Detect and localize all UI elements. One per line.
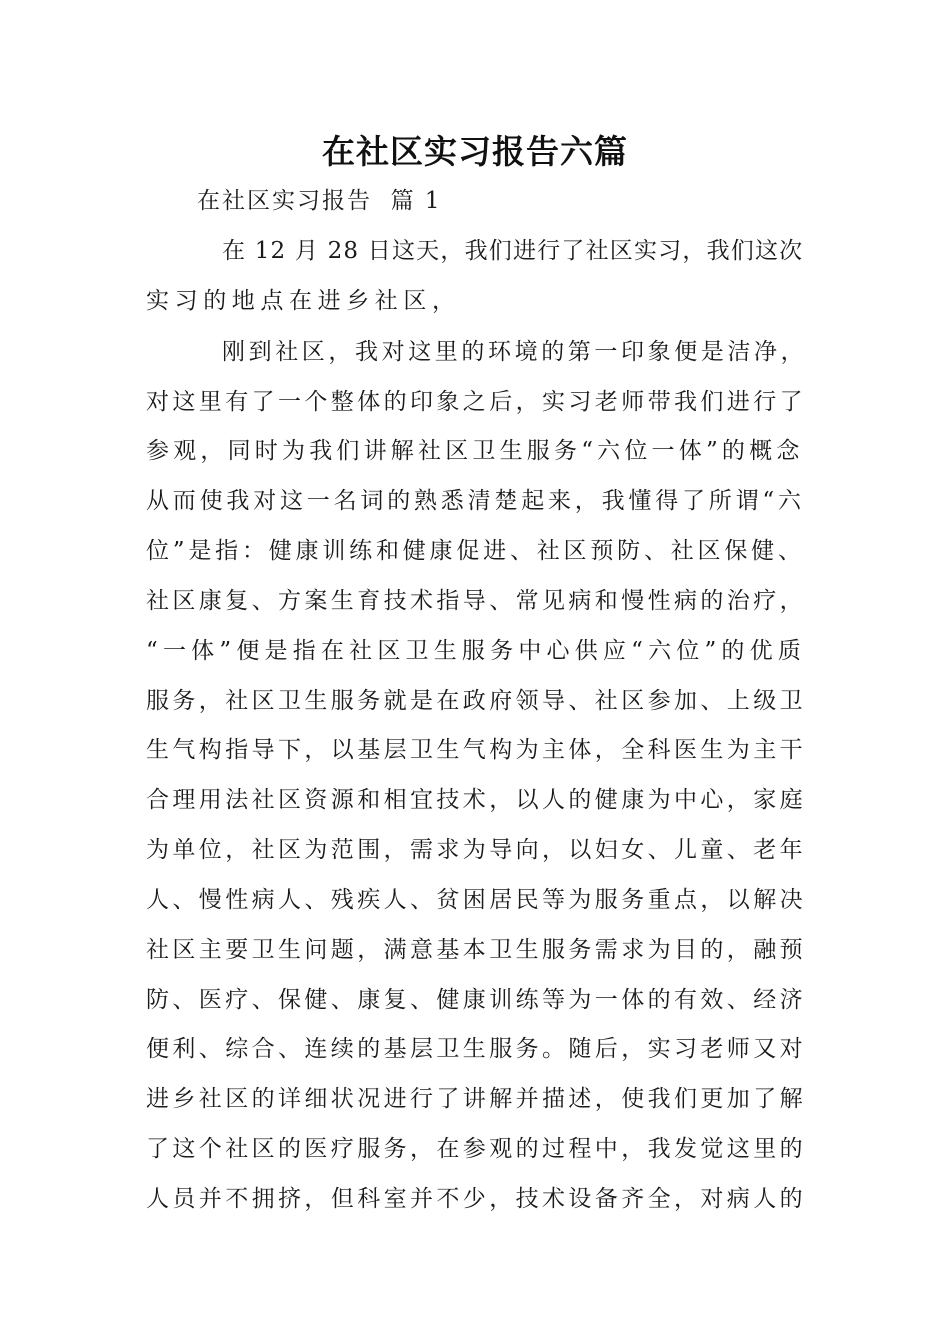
paragraph-line: 防、医疗、保健、康复、健康训练等为一体的有效、经济: [146, 987, 806, 1013]
paragraph-line: 社区主要卫生问题，满意基本卫生服务需求为目的，融预: [146, 937, 806, 963]
paragraph-line: 在 12 月 28 日这天，我们进行了社区实习，我们这次: [222, 238, 804, 264]
paragraph-line: 人、慢性病人、残疾人、贫困居民等为服务重点，以解决: [146, 887, 806, 913]
paragraph-line: 社区康复、方案生育技术指导、常见病和慢性病的治疗，: [146, 588, 806, 614]
document-title: 在社区实习报告六篇: [322, 132, 628, 171]
paragraph-line: 进乡社区的详细状况进行了讲解并描述，使我们更加了解: [146, 1086, 806, 1112]
paragraph-line: 位”是指：健康训练和健康促进、社区预防、社区保健、: [146, 538, 805, 564]
paragraph-line: “一体”便是指在社区卫生服务中心供应“六位”的优质: [146, 638, 807, 664]
paragraph-line: 为单位，社区为范围，需求为导向，以妇女、儿童、老年: [146, 837, 806, 863]
paragraph-line: 服务，社区卫生服务就是在政府领导、社区参加、上级卫: [146, 688, 806, 714]
document-subtitle: 在社区实习报告 篇 1: [197, 188, 442, 214]
paragraph-line: 生气构指导下，以基层卫生气构为主体，全科医生为主干: [146, 737, 806, 763]
paragraph-line: 对这里有了一个整体的印象之后，实习老师带我们进行了: [146, 389, 806, 415]
paragraph-line: 了这个社区的医疗服务，在参观的过程中，我发觉这里的: [146, 1136, 806, 1162]
paragraph-line: 人员并不拥挤，但科室并不少，技术设备齐全，对病人的: [146, 1186, 806, 1212]
paragraph-line: 合理用法社区资源和相宜技术，以人的健康为中心，家庭: [146, 787, 806, 813]
paragraph-line: 刚到社区，我对这里的环境的第一印象便是洁净，: [222, 339, 808, 365]
paragraph-line: 便利、综合、连续的基层卫生服务。随后，实习老师又对: [146, 1036, 806, 1062]
paragraph-line: 参观，同时为我们讲解社区卫生服务“六位一体”的概念: [146, 438, 804, 464]
paragraph-line: 从而使我对这一名词的熟悉清楚起来，我懂得了所谓“六: [146, 488, 805, 514]
paragraph-line: 实习的地点在进乡社区，: [146, 288, 461, 314]
